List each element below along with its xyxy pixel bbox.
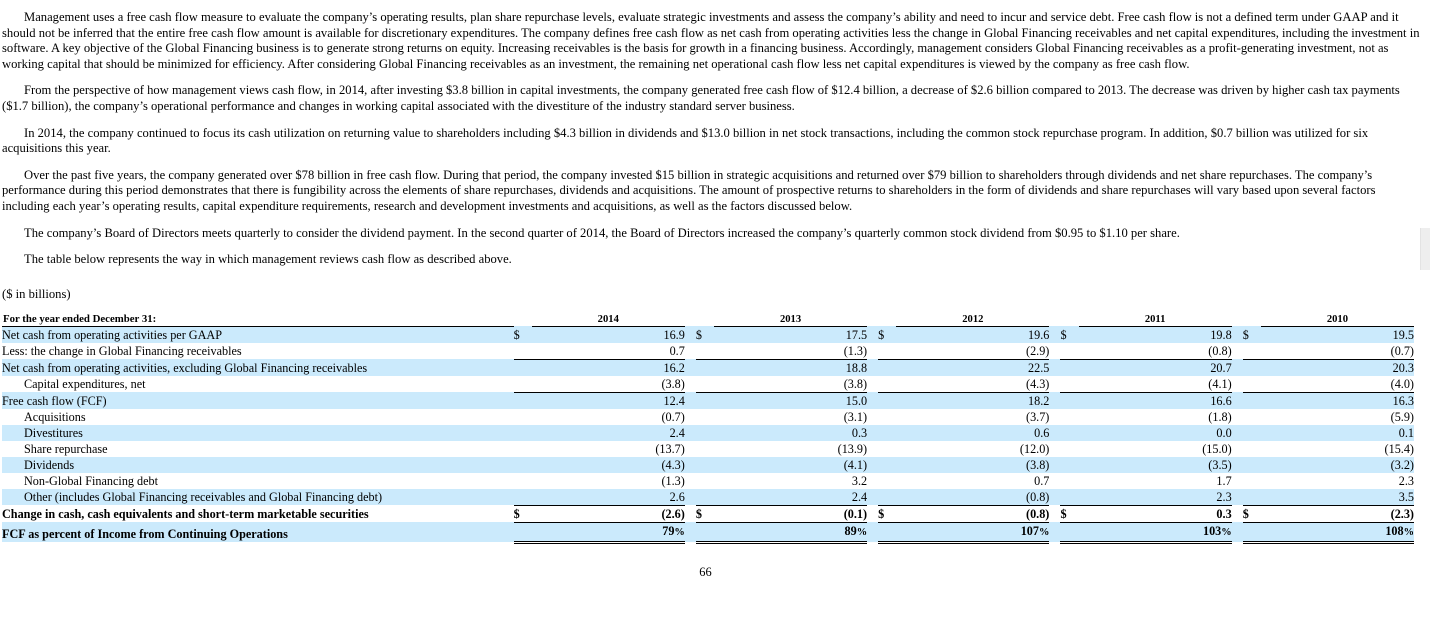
table-row	[2, 425, 1414, 441]
percent-sign: %	[1403, 526, 1414, 538]
column-gap	[1232, 473, 1243, 489]
row-label: FCF as percent of Income from Continuing Operations	[2, 522, 514, 542]
row-value: 107%	[896, 522, 1049, 542]
row-value: 0.0	[1079, 425, 1232, 441]
row-currency-symbol	[878, 489, 896, 506]
row-currency-symbol	[514, 343, 532, 360]
row-currency-symbol	[878, 409, 896, 425]
row-value: (4.1)	[714, 457, 867, 473]
row-value: 0.3	[1079, 505, 1232, 522]
column-gap	[867, 409, 878, 425]
row-currency-symbol	[1243, 522, 1261, 542]
row-value: (0.1)	[714, 505, 867, 522]
row-currency-symbol	[696, 441, 714, 457]
row-label: Free cash flow (FCF)	[2, 392, 514, 409]
row-currency-symbol	[1243, 343, 1261, 360]
row-value: (0.8)	[896, 489, 1049, 506]
column-gap	[1049, 425, 1060, 441]
row-value: 2.6	[532, 489, 685, 506]
row-value: 108%	[1261, 522, 1414, 542]
row-value: (1.8)	[1208, 409, 1232, 424]
row-value: (3.7)	[1026, 409, 1050, 424]
row-value: 1.7	[1216, 473, 1232, 488]
row-value: 16.6	[1079, 392, 1232, 409]
row-currency-symbol	[514, 376, 532, 393]
row-value: (12.0)	[1019, 441, 1050, 456]
column-gap	[1049, 522, 1060, 542]
row-value: (5.9)	[1390, 409, 1414, 424]
row-value: 16.3	[1261, 392, 1414, 409]
column-gap	[685, 457, 696, 473]
row-currency-symbol	[878, 473, 896, 489]
column-gap	[1232, 409, 1243, 425]
row-currency-symbol	[878, 457, 896, 473]
row-label: Net cash from operating activities per GAAP	[2, 326, 514, 343]
row-value: (15.0)	[1202, 441, 1232, 456]
row-currency-symbol	[696, 457, 714, 473]
row-label: Net cash from operating activities, excluding Global Financing receivables	[2, 359, 514, 376]
column-gap	[867, 457, 878, 473]
page-number-footer	[0, 565, 1431, 580]
row-currency-symbol	[1060, 376, 1078, 393]
row-value: (4.3)	[532, 457, 685, 473]
row-value: 19.6	[896, 326, 1049, 343]
column-gap	[1049, 409, 1060, 425]
table-row	[2, 505, 1414, 522]
row-currency-symbol	[878, 392, 896, 409]
column-gap	[1232, 359, 1243, 376]
column-gap	[867, 326, 878, 343]
row-value: (2.9)	[1026, 343, 1050, 358]
row-value: (3.1)	[843, 409, 868, 424]
column-header-period: For the year ended December 31:	[2, 313, 514, 327]
row-value: 3.2	[851, 473, 868, 488]
row-value: (13.7)	[655, 441, 685, 456]
row-currency-symbol	[696, 409, 714, 425]
column-gap	[1049, 359, 1060, 376]
table-row	[2, 473, 1414, 489]
table-row	[2, 392, 1414, 409]
column-gap	[1049, 457, 1060, 473]
column-header-year-2013: 2013	[714, 313, 867, 327]
row-value: 15.0	[714, 392, 867, 409]
paragraph-2014-cash-utilization: In 2014, the company continued to focus its cash utilization on returning value to shareholders including $4.3 billion in dividends and $13.0 billion in net stock transactions, including the common stock repurchase program. In addition, $0.7 billion was utilized for six acquisitions this year.	[2, 125, 1369, 156]
row-currency-symbol: $	[1243, 505, 1261, 522]
row-currency-symbol	[1060, 489, 1078, 506]
row-currency-symbol	[878, 359, 896, 376]
row-label: Other (includes Global Financing receivables and Global Financing debt)	[2, 489, 514, 506]
row-value: 2.3	[1079, 489, 1232, 506]
row-value: 103%	[1079, 522, 1232, 542]
row-value: 12.4	[532, 392, 685, 409]
column-gap	[1232, 326, 1243, 343]
column-gap	[867, 425, 878, 441]
header-spacer-currency-2011	[1060, 313, 1078, 327]
row-value: (13.9)	[837, 441, 868, 456]
row-currency-symbol	[1243, 376, 1261, 393]
row-label: Divestitures	[2, 425, 514, 441]
column-header-year-2010: 2010	[1261, 313, 1414, 327]
row-currency-symbol	[1243, 473, 1261, 489]
column-header-year-2012: 2012	[896, 313, 1049, 327]
row-currency-symbol	[1243, 425, 1261, 441]
row-currency-symbol	[1060, 392, 1078, 409]
vertical-scrollbar-thumb[interactable]	[1420, 228, 1430, 270]
row-value: 3.5	[1261, 489, 1414, 506]
paragraph-five-year-summary: Over the past five years, the company generated over $78 billion in free cash flow. During that period, the company invested $15 billion in strategic acquisitions and returned over $79 billion to shareholders through dividends and net share repurchases. The company’s performance during this period demonstrates that there is fungibility across the elements of share repurchases, dividends and acquisitions. The amount of prospective returns to shareholders in the form of dividends and share repurchases will vary based upon several factors including each year’s operating results, capital expenditure requirements, research and development investments and acquisitions, as well as the factors discussed below.	[2, 167, 1376, 213]
column-gap	[685, 522, 696, 542]
column-gap	[1232, 392, 1243, 409]
page-number-value: 66	[699, 564, 712, 579]
row-value: 22.5	[896, 359, 1049, 376]
header-spacer-currency-2014	[514, 313, 532, 327]
table-row	[2, 522, 1414, 542]
row-currency-symbol	[1243, 409, 1261, 425]
row-currency-symbol	[514, 489, 532, 506]
table-row	[2, 489, 1414, 506]
column-gap	[1232, 343, 1243, 360]
cash-flow-table	[2, 313, 1414, 544]
column-gap	[867, 392, 878, 409]
row-value: (3.5)	[1079, 457, 1232, 473]
row-value: 79%	[532, 522, 685, 542]
column-header-year-2014: 2014	[532, 313, 685, 327]
column-gap	[685, 489, 696, 506]
row-value: (4.1)	[1208, 376, 1232, 391]
row-currency-symbol	[696, 343, 714, 360]
row-value: (0.8)	[896, 505, 1049, 522]
column-gap	[1049, 441, 1060, 457]
row-value: (0.7)	[1390, 343, 1414, 358]
row-currency-symbol	[1243, 489, 1261, 506]
units-caption: ($ in billions)	[2, 286, 71, 301]
paragraph-table-intro: The table below represents the way in which management reviews cash flow as described above.	[24, 252, 512, 267]
row-currency-symbol	[1060, 457, 1078, 473]
row-currency-symbol	[878, 425, 896, 441]
row-value: (4.3)	[1026, 376, 1050, 391]
row-label: Less: the change in Global Financing receivables	[2, 344, 242, 359]
row-label: Non-Global Financing debt	[24, 473, 159, 488]
row-value: 16.2	[532, 359, 685, 376]
table-body	[2, 326, 1414, 542]
row-currency-symbol	[514, 457, 532, 473]
row-value: (15.4)	[1384, 441, 1414, 456]
column-gap	[1049, 392, 1060, 409]
row-currency-symbol	[514, 441, 532, 457]
table-row	[2, 343, 1414, 360]
row-value: (4.0)	[1390, 376, 1414, 391]
row-value: 16.9	[532, 326, 685, 343]
row-currency-symbol	[878, 376, 896, 393]
row-currency-symbol	[514, 392, 532, 409]
row-value: 18.8	[714, 359, 867, 376]
column-gap	[1049, 343, 1060, 360]
row-currency-symbol: $	[878, 326, 896, 343]
column-gap	[685, 473, 696, 489]
cash-flow-table-container	[0, 313, 1431, 544]
table-header-row	[2, 313, 1414, 327]
row-value: (2.3)	[1261, 505, 1414, 522]
row-value: 19.5	[1261, 326, 1414, 343]
row-value: (1.3)	[661, 473, 685, 488]
row-currency-symbol	[696, 359, 714, 376]
column-gap	[685, 441, 696, 457]
column-gap	[685, 425, 696, 441]
row-value: 17.5	[714, 326, 867, 343]
row-currency-symbol: $	[696, 505, 714, 522]
column-gap	[685, 505, 696, 522]
row-value: 0.7	[1034, 473, 1050, 488]
row-value: (3.8)	[661, 376, 685, 391]
percent-sign: %	[1038, 526, 1050, 538]
column-gap	[867, 441, 878, 457]
row-value: 0.3	[714, 425, 867, 441]
row-label: Share repurchase	[24, 441, 108, 456]
column-gap	[685, 392, 696, 409]
percent-sign: %	[856, 526, 868, 538]
row-value: 19.8	[1079, 326, 1232, 343]
row-currency-symbol	[514, 409, 532, 425]
row-currency-symbol	[696, 425, 714, 441]
row-currency-symbol	[1060, 409, 1078, 425]
paragraph-dividend-policy: The company’s Board of Directors meets quarterly to consider the dividend payment. In the second quarter of 2014, the Board of Directors increased the company’s quarterly common stock dividend from $0.95 to $1.10 per share.	[24, 225, 1180, 240]
row-value: (3.2)	[1261, 457, 1414, 473]
row-value: (0.7)	[661, 409, 685, 424]
table-row	[2, 409, 1414, 425]
column-gap	[1232, 425, 1243, 441]
row-currency-symbol: $	[1060, 326, 1078, 343]
row-value: 20.3	[1261, 359, 1414, 376]
row-label: Change in cash, cash equivalents and short-term marketable securities	[2, 507, 369, 522]
table-row	[2, 441, 1414, 457]
row-value: (0.8)	[1208, 343, 1232, 358]
row-currency-symbol	[696, 489, 714, 506]
column-gap	[1049, 376, 1060, 393]
row-currency-symbol: $	[878, 505, 896, 522]
row-currency-symbol: $	[514, 326, 532, 343]
column-gap	[867, 505, 878, 522]
column-gap	[1232, 376, 1243, 393]
row-currency-symbol	[878, 343, 896, 360]
header-gap-2011	[1232, 313, 1243, 327]
column-gap	[1049, 473, 1060, 489]
column-gap	[1232, 522, 1243, 542]
table-row	[2, 376, 1414, 393]
percent-sign: %	[1221, 526, 1232, 538]
row-value: 0.7	[669, 343, 685, 358]
header-gap-2013	[867, 313, 878, 327]
column-gap	[1232, 505, 1243, 522]
row-value: 0.6	[896, 425, 1049, 441]
column-gap	[867, 489, 878, 506]
row-currency-symbol	[1060, 441, 1078, 457]
row-currency-symbol	[696, 473, 714, 489]
row-value: 18.2	[896, 392, 1049, 409]
column-gap	[685, 359, 696, 376]
row-value: 20.7	[1079, 359, 1232, 376]
column-gap	[1232, 457, 1243, 473]
row-currency-symbol	[878, 441, 896, 457]
row-currency-symbol	[1243, 457, 1261, 473]
row-value: 2.3	[1398, 473, 1414, 488]
column-gap	[685, 343, 696, 360]
row-currency-symbol: $	[514, 505, 532, 522]
row-currency-symbol	[514, 473, 532, 489]
row-currency-symbol: $	[696, 326, 714, 343]
row-label: Capital expenditures, net	[24, 377, 146, 392]
table-header	[2, 313, 1414, 327]
column-gap	[867, 359, 878, 376]
header-spacer-currency-2012	[878, 313, 896, 327]
row-value: (3.8)	[843, 376, 868, 391]
table-row	[2, 457, 1414, 473]
row-currency-symbol	[696, 522, 714, 542]
table-row	[2, 326, 1414, 343]
row-currency-symbol	[1243, 392, 1261, 409]
row-currency-symbol	[1060, 473, 1078, 489]
column-gap	[867, 522, 878, 542]
column-gap	[867, 343, 878, 360]
column-header-year-2011: 2011	[1079, 313, 1232, 327]
row-currency-symbol	[1060, 343, 1078, 360]
header-spacer-currency-2013	[696, 313, 714, 327]
column-gap	[685, 376, 696, 393]
row-value: 2.4	[714, 489, 867, 506]
column-gap	[1049, 326, 1060, 343]
row-value: 2.4	[532, 425, 685, 441]
table-row	[2, 359, 1414, 376]
column-gap	[685, 409, 696, 425]
row-currency-symbol	[1060, 522, 1078, 542]
row-currency-symbol	[514, 359, 532, 376]
column-gap	[867, 473, 878, 489]
row-value: 0.1	[1261, 425, 1414, 441]
column-gap	[1232, 489, 1243, 506]
row-currency-symbol: $	[1060, 505, 1078, 522]
column-gap	[685, 326, 696, 343]
column-gap	[867, 376, 878, 393]
row-currency-symbol	[1243, 359, 1261, 376]
row-value: (1.3)	[843, 343, 868, 358]
row-currency-symbol	[514, 425, 532, 441]
header-gap-2014	[685, 313, 696, 327]
row-currency-symbol	[878, 522, 896, 542]
paragraph-2014-cash-flow-perspective: From the perspective of how management views cash flow, in 2014, after investing $3.8 billion in capital investments, the company generated free cash flow of $12.4 billion, a decrease of $2.6 billion compared to 2013. The decrease was driven by higher cash tax payments ($1.7 billion), the company’s operational performance and changes in working capital associated with the divestiture of the industry standard server business.	[2, 83, 1400, 113]
row-currency-symbol	[696, 376, 714, 393]
column-gap	[1049, 505, 1060, 522]
narrative-section	[0, 0, 1431, 268]
percent-sign: %	[674, 526, 685, 538]
row-value: (2.6)	[532, 505, 685, 522]
row-currency-symbol	[1243, 441, 1261, 457]
row-currency-symbol	[514, 522, 532, 542]
row-currency-symbol	[1060, 359, 1078, 376]
row-currency-symbol: $	[1243, 326, 1261, 343]
header-spacer-currency-2010	[1243, 313, 1261, 327]
paragraph-free-cash-flow-definition: Management uses a free cash flow measure to evaluate the company’s operating results, plan share repurchase levels, evaluate strategic investments and assess the company’s ability and need to incur and service debt. Free cash flow is not a defined term under GAAP and it should not be inferred that the entire free cash flow amount is available for discretionary expenditures. The company defines free cash flow as net cash from operating activities less the change in Global Financing receivables and net capital expenditures, including the investment in software. A key objective of the Global Financing business is to generate strong returns on equity. Increasing receivables is the basis for growth in a financing business. Accordingly, management considers Global Financing receivables as a profit-generating investment, not as working capital that should be minimized for efficiency. After considering Global Financing receivables as an investment, the remaining net operational cash flow less net capital expenditures is viewed by the company as free cash flow.	[2, 10, 1420, 71]
row-currency-symbol	[696, 392, 714, 409]
row-value: (3.8)	[896, 457, 1049, 473]
row-label: Dividends	[2, 457, 514, 473]
header-gap-2012	[1049, 313, 1060, 327]
column-gap	[1049, 489, 1060, 506]
row-label: Acquisitions	[24, 409, 86, 424]
row-value: 89%	[714, 522, 867, 542]
row-currency-symbol	[1060, 425, 1078, 441]
column-gap	[1232, 441, 1243, 457]
